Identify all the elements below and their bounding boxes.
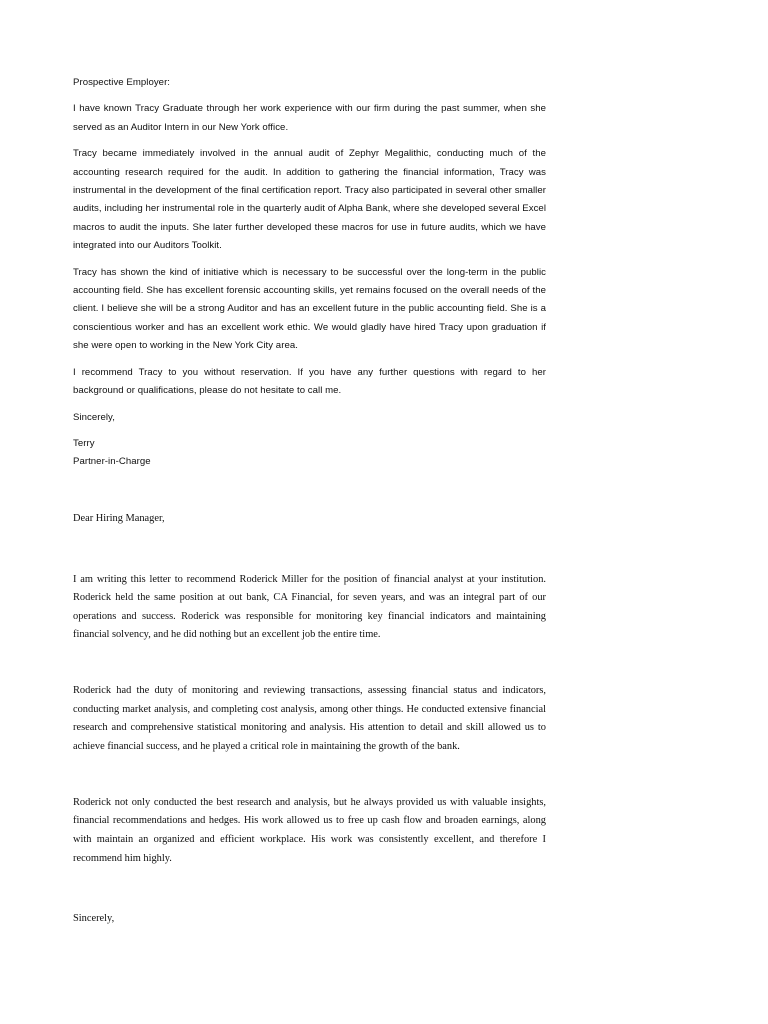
letter-paragraph: Tracy has shown the kind of initiative which is necessary to be successful over the long-term in the public accounting field. She has excellent forensic accounting skills, yet remains focused on the overall needs of the client. I believe she will be a strong Auditor and has an excellent future in the public accounting field. She is a conscientious worker and has an excellent work ethic. We would gladly have hired Tracy upon graduation if she were open to working in the New York City area. — [73, 266, 546, 351]
letter-closing: Sincerely, — [73, 913, 115, 925]
letter-paragraph: I have known Tracy Graduate through her work experience with our firm during the past summer, when she served as an Auditor Intern in our New York office. — [73, 103, 546, 133]
letter-paragraph: I am writing this letter to recommend Roderick Miller for the position of financial analyst at your institution. Roderick held the same position at out bank, CA Financial, for seven years, and was an integral part of our operations and success. Roderick was responsible for monitoring key financial indicators and maintaining financial solvency, and he did nothing but an excellent job the entire time. — [73, 573, 546, 641]
recommendation-letter-roderick — [73, 510, 546, 929]
recommendation-letter-tracy — [73, 74, 546, 471]
letter-paragraph: Tracy became immediately involved in the annual audit of Zephyr Megalithic, conducting much of the accounting research required for the audit. In addition to gathering the financial information, Tracy was instrumental in the development of the final certification report. Tracy also participated in several other smaller audits, including her instrumental role in the quarterly audit of Alpha Bank, where she developed several Excel macros to audit the inputs. She later further developed these macros for use in future audits, which we have integrated into our Auditors Toolkit. — [73, 148, 546, 251]
letter-closing: Sincerely, — [73, 411, 115, 423]
letter-salutation: Prospective Employer: — [73, 77, 171, 88]
letter-paragraph: I recommend Tracy to you without reservation. If you have any further questions with regard to her background or qualifications, please do not hesitate to call me. — [73, 366, 546, 396]
signer-title: Partner-in-Charge — [73, 456, 151, 468]
letter-paragraph: Roderick had the duty of monitoring and reviewing transactions, assessing financial status and indicators, conducting market analysis, and completing cost analysis, among other things. He conducted extensive financial research and comprehensive statistical monitoring and analysis. His attention to detail and skill allowed us to achieve financial success, and he played a critical role in maintaining the growth of the bank. — [73, 685, 546, 752]
letter-salutation: Dear Hiring Manager, — [73, 513, 165, 524]
signer-name: Terry — [73, 437, 95, 449]
letter-paragraph: Roderick not only conducted the best research and analysis, but he always provided us with valuable insights, financial recommendations and hedges. His work allowed us to free up cash flow and broaden earnings, along with maintain an organized and efficient workplace. His work was consistently excellent, and therefore I recommend him highly. — [73, 796, 546, 864]
